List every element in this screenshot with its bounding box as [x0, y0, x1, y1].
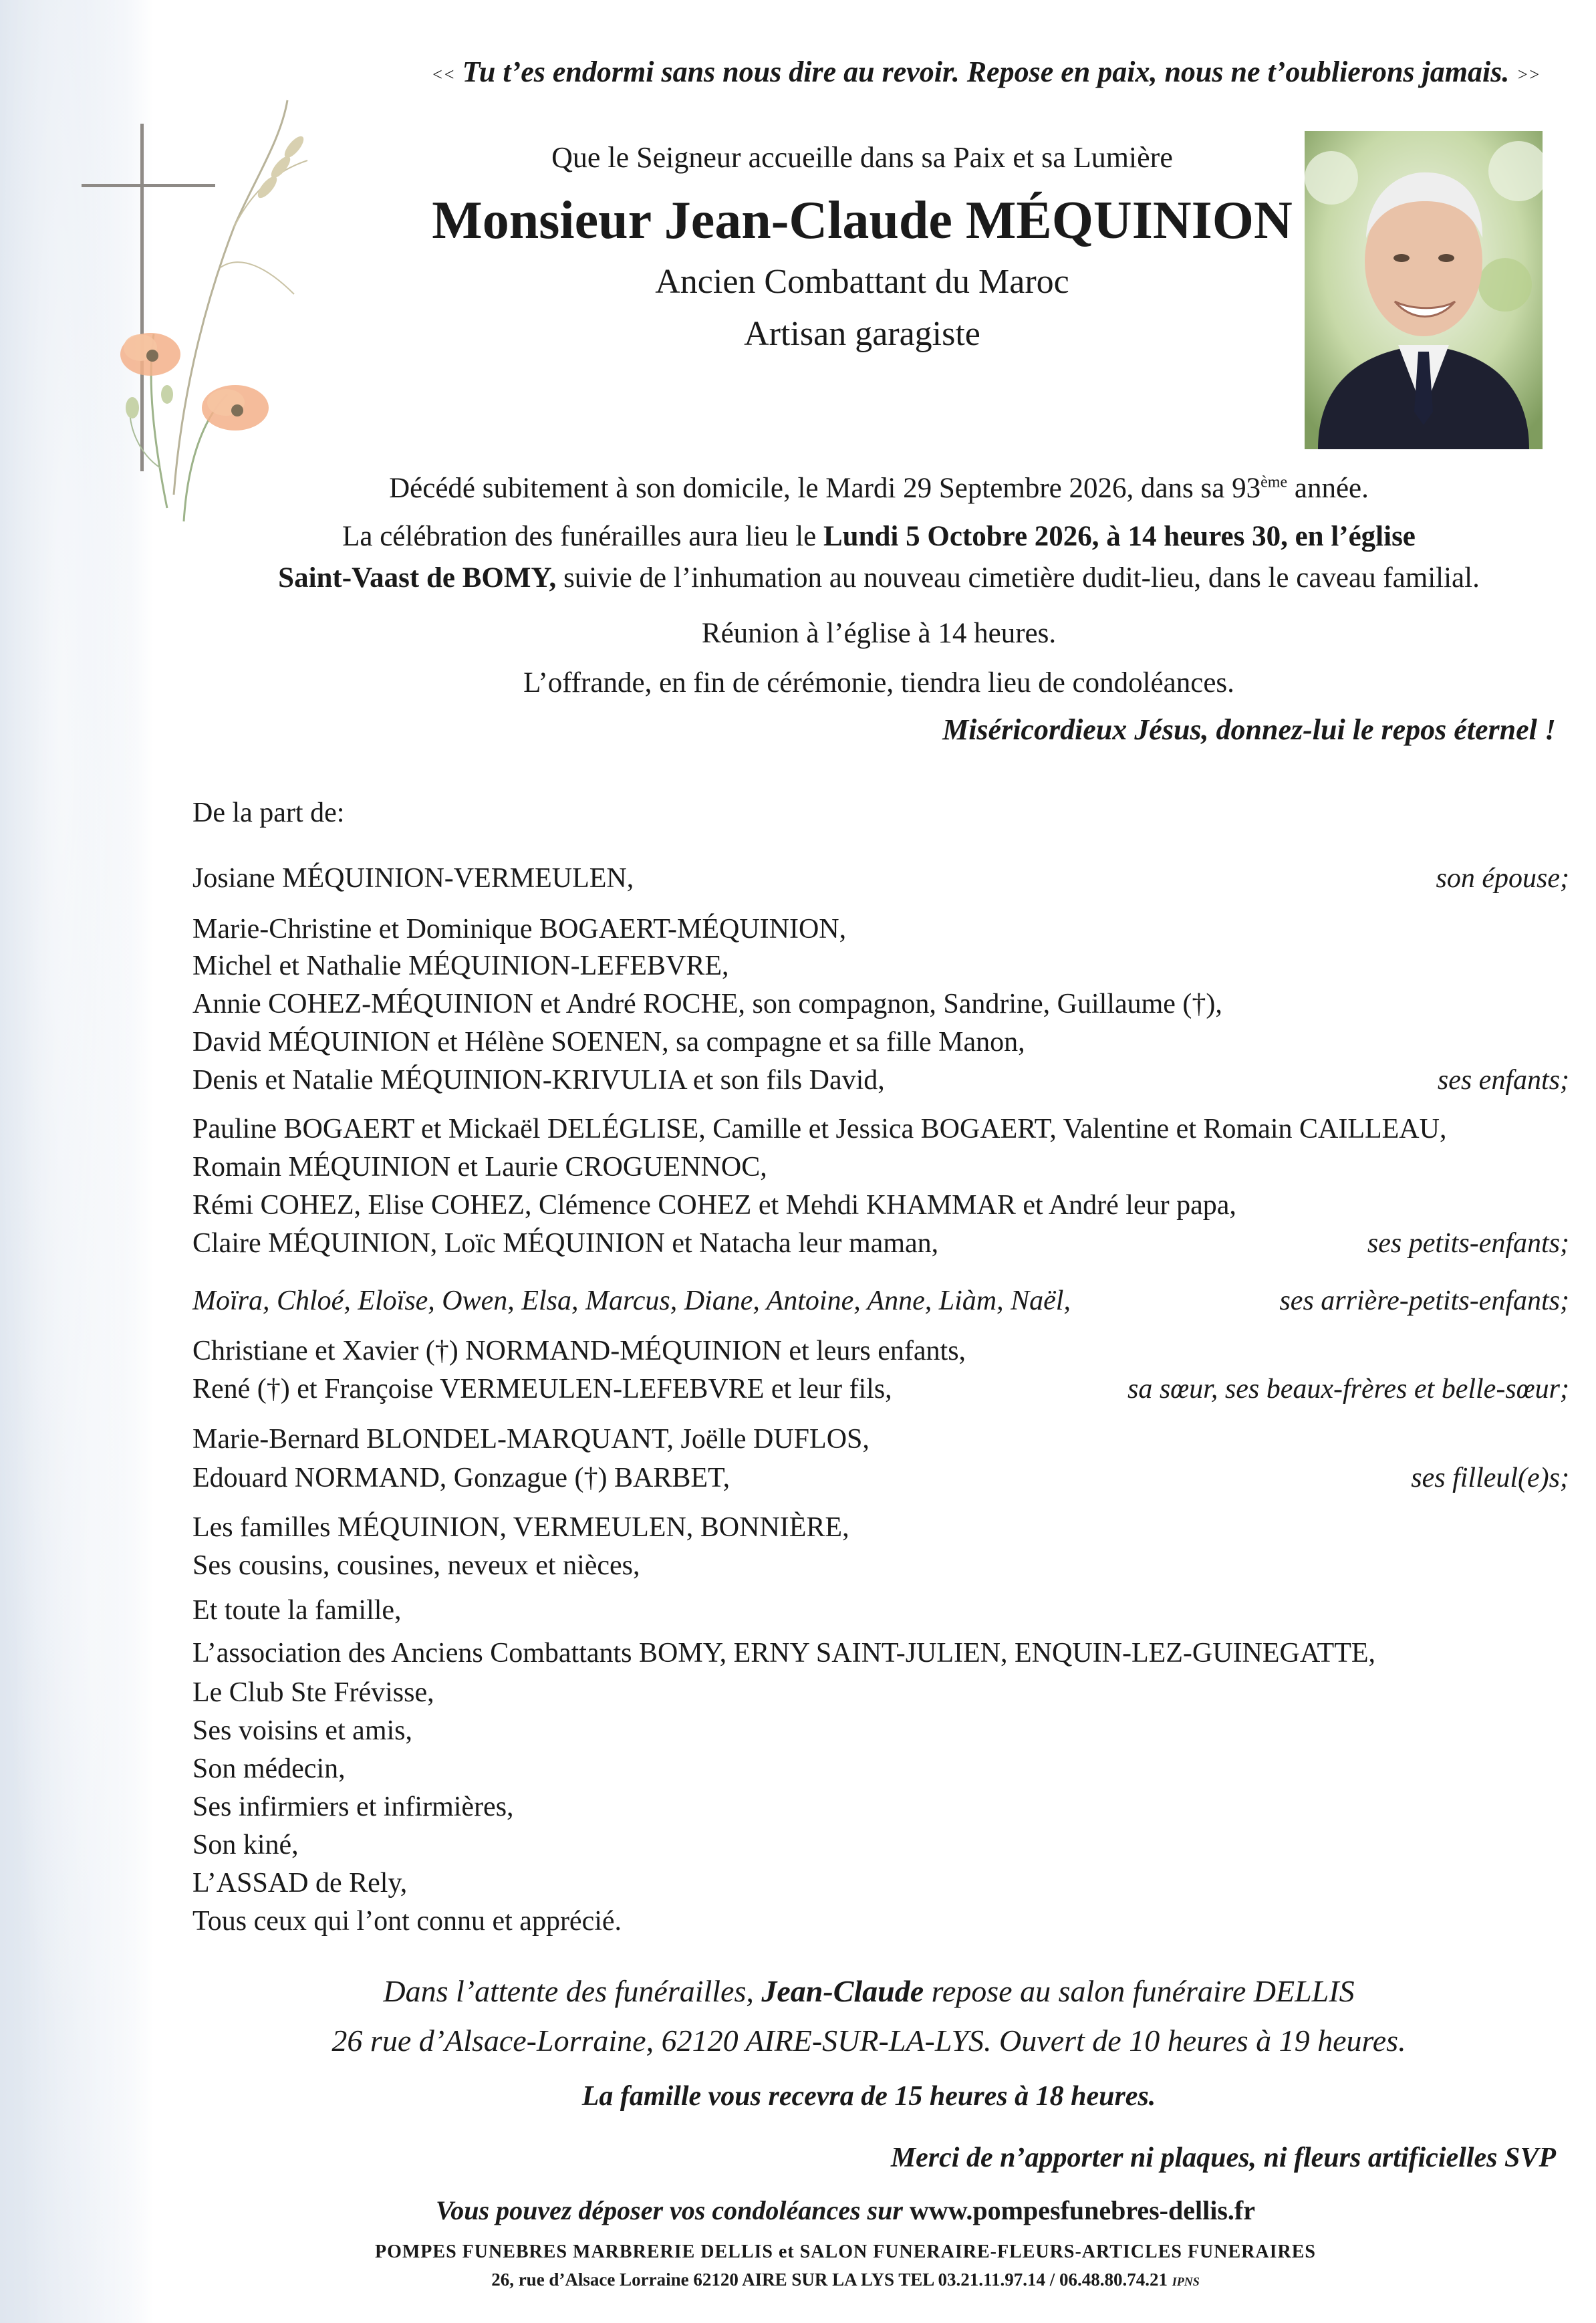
family-line [192, 1026, 1569, 1066]
family-member-names: Les familles MÉQUINION, VERMEULEN, BONNIÈRE, [192, 1512, 849, 1543]
family-member-names: David MÉQUINION et Hélène SOENEN, sa compagne et sa fille Manon, [192, 1027, 1025, 1058]
family-relation: son épouse; [1436, 863, 1569, 894]
family-line [192, 1113, 1569, 1153]
family-line [192, 988, 1569, 1028]
family-member-names: Moïra, Chloé, Eloïse, Owen, Elsa, Marcus, Diane, Antoine, Anne, Liàm, Naël, [192, 1286, 1071, 1316]
family-member-names: Claire MÉQUINION, Loïc MÉQUINION et Natacha leur maman, [192, 1228, 939, 1259]
family-member-names: Son kiné, [192, 1830, 299, 1860]
family-line [192, 1867, 1569, 1907]
no-flowers-notice: Merci de n’apporter ni plaques, ni fleurs artificielles SVP [890, 2143, 1556, 2173]
family-member-names: Romain MÉQUINION et Laurie CROGUENNOC, [192, 1152, 767, 1183]
family-member-names: Marie-Bernard BLONDEL-MARQUANT, Joëlle DUFLOS, [192, 1424, 870, 1455]
family-member-names: Annie COHEZ-MÉQUINION et André ROCHE, son compagnon, Sandrine, Guillaume (†), [192, 989, 1222, 1019]
family-line [192, 1594, 1569, 1634]
family-member-names: Pauline BOGAERT et Mickaël DELÉGLISE, Camille et Jessica BOGAERT, Valentine et Romain CAILLEAU, [192, 1114, 1447, 1144]
death-superscript: ème [1260, 473, 1288, 491]
family-line [192, 1677, 1569, 1717]
family-line [192, 1227, 1569, 1267]
family-line [192, 1715, 1569, 1755]
invocation-line: Que le Seigneur accueille dans sa Paix et sa Lumière [551, 141, 1173, 174]
deceased-title-occupation: Artisan garagiste [744, 315, 980, 353]
family-member-names: Denis et Natalie MÉQUINION-KRIVULIA et son fils David, [192, 1065, 885, 1096]
condolences-prefix: Vous pouvez déposer vos condoléances sur [436, 2195, 910, 2225]
family-relation: ses filleul(e)s; [1411, 1463, 1569, 1493]
family-intro: De la part de: [192, 798, 345, 828]
family-member-names: L’ASSAD de Rely, [192, 1868, 408, 1899]
deceased-name: Monsieur Jean-Claude MÉQUINION [432, 191, 1293, 250]
prayer-line: Miséricordieux Jésus, donnez-lui le repos éternel ! [942, 713, 1556, 746]
family-line [192, 1905, 1569, 1945]
wake-line [201, 1973, 1537, 2009]
family-member-names: Rémi COHEZ, Elise COHEZ, Clémence COHEZ et Mehdi KHAMMAR et André leur papa, [192, 1190, 1236, 1221]
header-quote [401, 55, 1571, 89]
family-line [192, 950, 1569, 990]
footer-small-mark: IPNS [1172, 2275, 1200, 2288]
church-line [201, 562, 1557, 594]
family-line [192, 1791, 1569, 1831]
death-suffix: année. [1287, 473, 1369, 504]
church-name: Saint-Vaast de BOMY, [278, 562, 557, 594]
family-line [192, 1637, 1569, 1677]
funeral-home-address: 26 rue d’Alsace-Lorraine, 62120 AIRE-SUR-LA-LYS. Ouvert de 10 heures à 19 heures. [331, 2024, 1406, 2058]
family-member-names: Edouard NORMAND, Gonzague (†) BARBET, [192, 1463, 730, 1493]
family-member-names: Christiane et Xavier (†) NORMAND-MÉQUINION et leurs enfants, [192, 1336, 966, 1366]
family-line [192, 1335, 1569, 1375]
condolences-line [201, 2195, 1490, 2226]
family-member-names: Michel et Nathalie MÉQUINION-LEFEBVRE, [192, 951, 729, 981]
open-quote-mark: << [431, 64, 455, 84]
family-member-names: René (†) et Françoise VERMEULEN-LEFEBVRE et leur fils, [192, 1374, 892, 1404]
deceased-title-veteran: Ancien Combattant du Maroc [655, 263, 1069, 301]
family-reception: La famille vous recevra de 15 heures à 18 heures. [581, 2081, 1156, 2112]
family-relation: ses enfants; [1437, 1065, 1569, 1096]
burial-text: suivie de l’inhumation au nouveau cimetière dudit-lieu, dans le caveau familial. [556, 562, 1480, 594]
family-member-names: Ses voisins et amis, [192, 1715, 413, 1746]
family-member-names: Le Club Ste Frévisse, [192, 1677, 434, 1708]
family-member-names: Son médecin, [192, 1753, 346, 1784]
family-relation: ses petits-enfants; [1367, 1228, 1569, 1259]
quote-text: Tu t’es endormi sans nous dire au revoir. Repose en paix, nous ne t’oublierons jamais. [462, 55, 1510, 88]
funeral-date-line [201, 520, 1557, 553]
family-line [192, 1373, 1569, 1413]
wake-suffix: repose au salon funéraire DELLIS [924, 1974, 1355, 2008]
death-text: Décédé subitement à son domicile, le Mardi 29 Septembre 2026, dans sa 93 [389, 473, 1261, 504]
family-relation: ses arrière-petits-enfants; [1279, 1286, 1569, 1316]
website-link[interactable]: www.pompesfunebres-dellis.fr [909, 2195, 1255, 2225]
offering-line: L’offrande, en fin de cérémonie, tiendra lieu de condoléances. [523, 667, 1234, 699]
family-line [192, 1189, 1569, 1229]
wake-name: Jean-Claude [761, 1974, 924, 2008]
family-member-names: Josiane MÉQUINION-VERMEULEN, [192, 863, 634, 894]
footer-address: 26, rue d’Alsace Lorraine 62120 AIRE SUR LA LYS TEL 03.21.11.97.14 / 06.48.80.74.21 [491, 2270, 1168, 2290]
footer-address-line [201, 2270, 1490, 2290]
family-line [192, 1462, 1569, 1502]
family-relation: sa sœur, ses beaux-frères et belle-sœur; [1127, 1374, 1569, 1404]
funeral-prefix: La célébration des funérailles aura lieu le [342, 521, 823, 552]
family-member-names: Ses cousins, cousines, neveux et nièces, [192, 1550, 640, 1581]
family-line [192, 1829, 1569, 1869]
family-line [192, 1285, 1569, 1325]
family-member-names: L’association des Anciens Combattants BOMY, ERNY SAINT-JULIEN, ENQUIN-LEZ-GUINEGATTE, [192, 1638, 1376, 1669]
family-line [192, 862, 1569, 902]
family-line [192, 1550, 1569, 1590]
footer-company: POMPES FUNEBRES MARBRERIE DELLIS et SALON FUNERAIRE-FLEURS-ARTICLES FUNERAIRES [375, 2241, 1316, 2262]
family-line [192, 1423, 1569, 1463]
close-quote-mark: >> [1516, 64, 1541, 84]
family-member-names: Et toute la famille, [192, 1595, 402, 1626]
family-line [192, 1511, 1569, 1552]
funeral-date-bold: Lundi 5 Octobre 2026, à 14 heures 30, en l’église [823, 521, 1416, 552]
wake-prefix: Dans l’attente des funérailles, [383, 1974, 762, 2008]
family-member-names: Tous ceux qui l’ont connu et apprécié. [192, 1906, 622, 1937]
death-notice-line [201, 472, 1557, 505]
meeting-line: Réunion à l’église à 14 heures. [701, 618, 1057, 649]
family-member-names: Marie-Christine et Dominique BOGAERT-MÉQUINION, [192, 914, 847, 945]
family-line [192, 1753, 1569, 1793]
family-line [192, 1151, 1569, 1191]
family-line [192, 913, 1569, 953]
family-member-names: Ses infirmiers et infirmières, [192, 1792, 514, 1822]
family-line [192, 1064, 1569, 1104]
